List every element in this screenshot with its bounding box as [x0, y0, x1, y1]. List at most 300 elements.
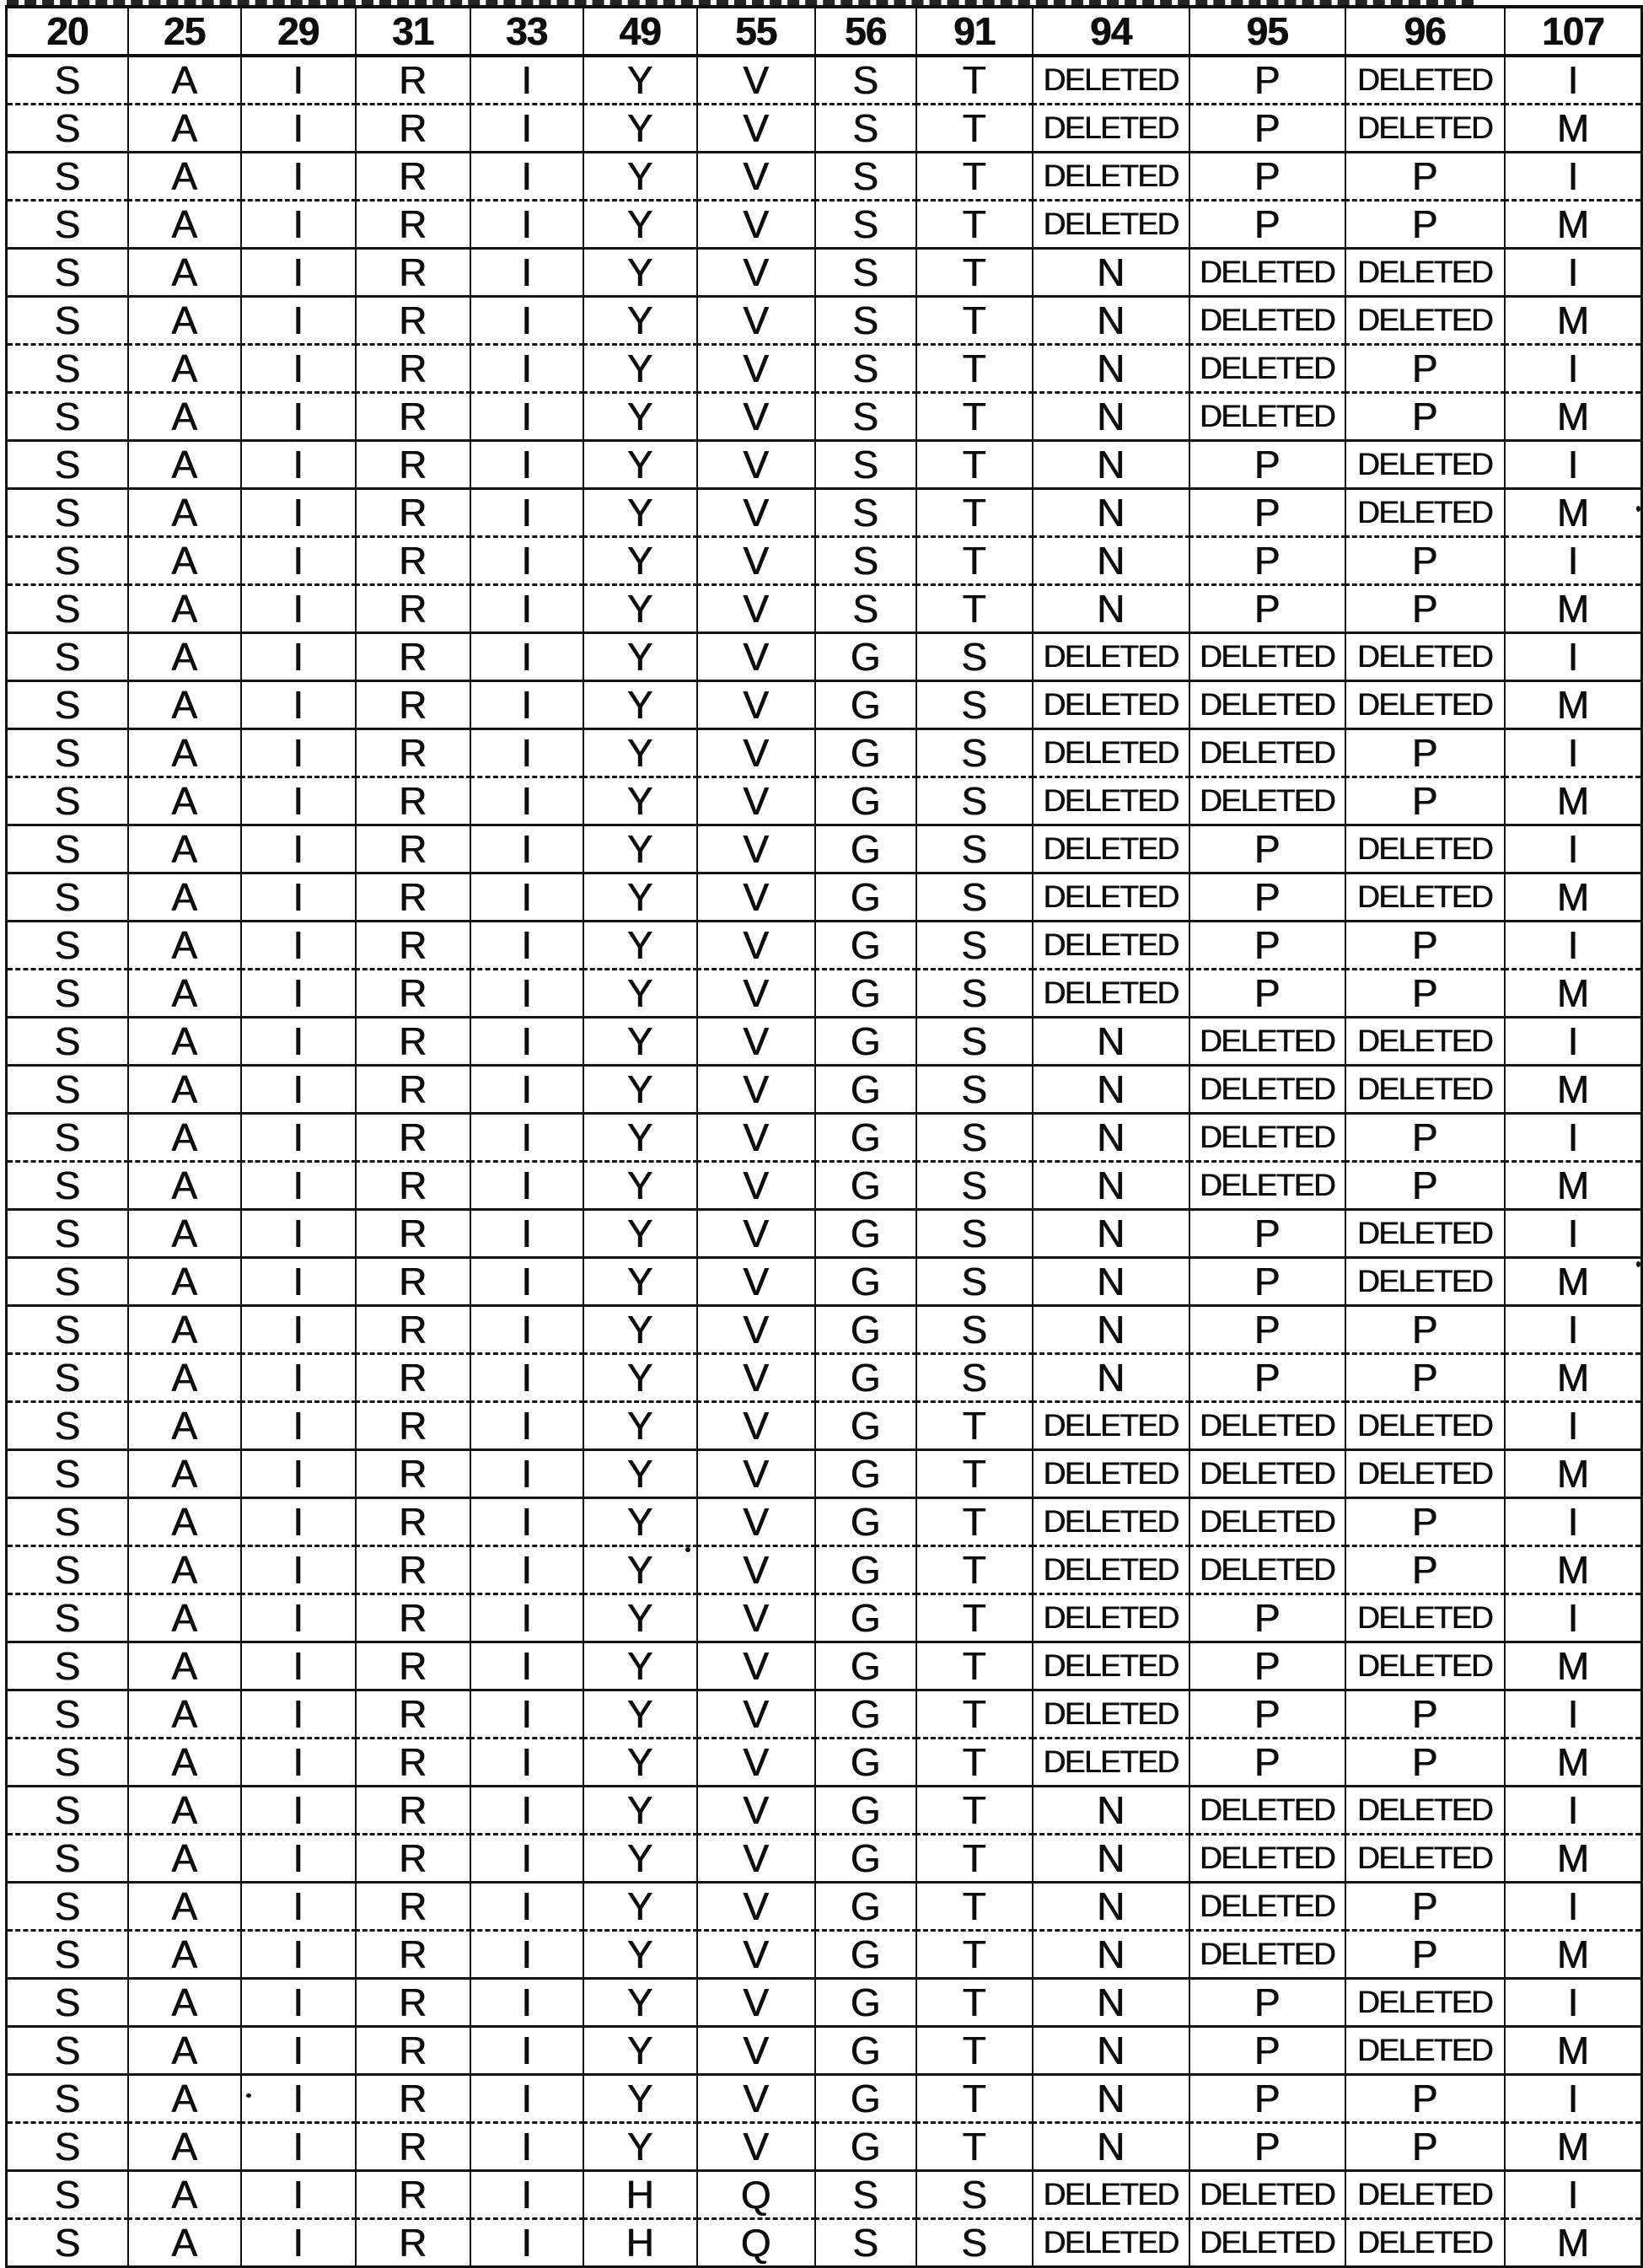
- table-cell: I: [241, 297, 356, 345]
- table-cell: R: [356, 681, 470, 729]
- table-cell: V: [697, 1258, 815, 1306]
- table-cell: I: [470, 1066, 583, 1114]
- table-cell: A: [128, 2123, 241, 2171]
- table-cell: S: [815, 537, 916, 585]
- table-cell: Y: [583, 922, 697, 970]
- table-cell: I: [241, 729, 356, 777]
- table-cell: A: [128, 970, 241, 1018]
- table-cell: P: [1189, 970, 1345, 1018]
- table-cell: S: [7, 585, 128, 633]
- table-cell: DELETED: [1345, 297, 1505, 345]
- table-cell: S: [916, 1210, 1033, 1258]
- table-cell: G: [815, 1162, 916, 1210]
- table-cell: N: [1033, 1883, 1189, 1931]
- table-cell: S: [916, 1066, 1033, 1114]
- table-row: [7, 825, 1642, 873]
- table-cell: P: [1189, 1354, 1345, 1402]
- table-cell: I: [470, 825, 583, 873]
- table-cell: S: [7, 1402, 128, 1450]
- table-cell: N: [1033, 1258, 1189, 1306]
- table-cell: S: [815, 297, 916, 345]
- table-cell: A: [128, 1594, 241, 1642]
- table-row: [7, 970, 1642, 1018]
- table-cell: S: [7, 1835, 128, 1883]
- table-cell: I: [470, 681, 583, 729]
- table-cell: A: [128, 441, 241, 489]
- table-cell: DELETED: [1189, 777, 1345, 825]
- table-cell: S: [7, 2027, 128, 2075]
- table-cell: S: [815, 393, 916, 441]
- table-cell: I: [1505, 633, 1642, 681]
- table-cell: V: [697, 393, 815, 441]
- table-cell: P: [1345, 201, 1505, 249]
- table-cell: T: [916, 2123, 1033, 2171]
- table-cell: Q: [697, 2171, 815, 2219]
- table-cell: V: [697, 1354, 815, 1402]
- table-cell: DELETED: [1345, 2219, 1505, 2267]
- table-cell: I: [470, 153, 583, 201]
- table-cell: R: [356, 1931, 470, 1979]
- table-cell: S: [7, 922, 128, 970]
- table-cell: M: [1505, 585, 1642, 633]
- table-cell: I: [470, 1258, 583, 1306]
- table-cell: I: [241, 201, 356, 249]
- table-cell: S: [7, 1690, 128, 1739]
- table-cell: R: [356, 1835, 470, 1883]
- table-cell: S: [815, 56, 916, 105]
- table-row: [7, 922, 1642, 970]
- table-cell: P: [1345, 1306, 1505, 1354]
- table-cell: M: [1505, 970, 1642, 1018]
- table-cell: V: [697, 2075, 815, 2123]
- table-cell: P: [1189, 1594, 1345, 1642]
- table-cell: DELETED: [1033, 681, 1189, 729]
- table-cell: V: [697, 2123, 815, 2171]
- scan-speck: [685, 1547, 690, 1552]
- table-cell: T: [916, 393, 1033, 441]
- table-cell: A: [128, 777, 241, 825]
- table-cell: I: [241, 2027, 356, 2075]
- table-cell: T: [916, 1450, 1033, 1498]
- table-cell: P: [1345, 1162, 1505, 1210]
- table-cell: DELETED: [1345, 441, 1505, 489]
- table-cell: N: [1033, 297, 1189, 345]
- table-cell: V: [697, 1210, 815, 1258]
- table-cell: Y: [583, 1835, 697, 1883]
- table-cell: T: [916, 1546, 1033, 1594]
- table-cell: T: [916, 1690, 1033, 1739]
- table-row: [7, 1594, 1642, 1642]
- table-cell: I: [470, 56, 583, 105]
- table-cell: A: [128, 2027, 241, 2075]
- table-cell: S: [916, 1018, 1033, 1066]
- table-cell: A: [128, 873, 241, 922]
- table-cell: I: [470, 537, 583, 585]
- table-cell: T: [916, 1402, 1033, 1450]
- table-cell: G: [815, 1739, 916, 1787]
- table-cell: DELETED: [1189, 729, 1345, 777]
- table-cell: I: [470, 1210, 583, 1258]
- column-header: 33: [470, 7, 583, 56]
- table-cell: Y: [583, 777, 697, 825]
- table-cell: Y: [583, 1114, 697, 1162]
- table-cell: S: [916, 873, 1033, 922]
- table-cell: P: [1345, 1546, 1505, 1594]
- table-cell: DELETED: [1345, 633, 1505, 681]
- table-cell: S: [7, 873, 128, 922]
- table-row: [7, 1546, 1642, 1594]
- table-cell: Y: [583, 345, 697, 393]
- table-cell: I: [1505, 922, 1642, 970]
- table-cell: V: [697, 1787, 815, 1835]
- table-cell: P: [1345, 2075, 1505, 2123]
- table-cell: A: [128, 1979, 241, 2027]
- table-cell: G: [815, 1114, 916, 1162]
- table-cell: G: [815, 2123, 916, 2171]
- table-cell: N: [1033, 1066, 1189, 1114]
- table-cell: A: [128, 537, 241, 585]
- table-cell: S: [7, 1162, 128, 1210]
- table-cell: V: [697, 1546, 815, 1594]
- table-cell: I: [1505, 2171, 1642, 2219]
- table-cell: DELETED: [1189, 1883, 1345, 1931]
- table-cell: I: [470, 729, 583, 777]
- scan-speck: [246, 2093, 251, 2098]
- table-cell: S: [7, 105, 128, 153]
- table-cell: N: [1033, 1210, 1189, 1258]
- table-cell: G: [815, 1979, 916, 2027]
- table-cell: I: [1505, 1114, 1642, 1162]
- table-cell: A: [128, 922, 241, 970]
- table-cell: T: [916, 153, 1033, 201]
- table-cell: I: [241, 1306, 356, 1354]
- table-cell: DELETED: [1189, 393, 1345, 441]
- table-cell: I: [241, 777, 356, 825]
- table-cell: I: [470, 441, 583, 489]
- table-cell: I: [470, 1546, 583, 1594]
- table-cell: I: [241, 1354, 356, 1402]
- table-cell: V: [697, 1306, 815, 1354]
- table-cell: T: [916, 2075, 1033, 2123]
- table-cell: P: [1345, 537, 1505, 585]
- table-cell: S: [916, 777, 1033, 825]
- table-cell: Y: [583, 1690, 697, 1739]
- table-cell: M: [1505, 1642, 1642, 1690]
- table-cell: P: [1345, 1690, 1505, 1739]
- table-row: [7, 1162, 1642, 1210]
- table-cell: I: [1505, 345, 1642, 393]
- table-cell: M: [1505, 393, 1642, 441]
- table-cell: V: [697, 873, 815, 922]
- table-cell: DELETED: [1189, 1402, 1345, 1450]
- table-cell: V: [697, 105, 815, 153]
- table-cell: P: [1189, 105, 1345, 153]
- table-cell: I: [1505, 56, 1642, 105]
- table-cell: G: [815, 2027, 916, 2075]
- table-cell: S: [7, 1114, 128, 1162]
- table-cell: DELETED: [1345, 873, 1505, 922]
- table-cell: DELETED: [1345, 1450, 1505, 1498]
- table-cell: R: [356, 393, 470, 441]
- table-row: [7, 105, 1642, 153]
- table-cell: R: [356, 2027, 470, 2075]
- table-cell: I: [241, 1018, 356, 1066]
- table-row: [7, 2219, 1642, 2267]
- table-cell: S: [7, 633, 128, 681]
- table-cell: A: [128, 681, 241, 729]
- table-cell: I: [241, 825, 356, 873]
- table-cell: T: [916, 297, 1033, 345]
- table-cell: S: [7, 1306, 128, 1354]
- table-cell: S: [7, 56, 128, 105]
- table-cell: I: [241, 970, 356, 1018]
- table-cell: M: [1505, 873, 1642, 922]
- table-cell: DELETED: [1189, 1787, 1345, 1835]
- table-cell: M: [1505, 2123, 1642, 2171]
- table-cell: P: [1189, 1979, 1345, 2027]
- table-cell: S: [916, 2171, 1033, 2219]
- table-cell: P: [1345, 153, 1505, 201]
- table-row: [7, 1450, 1642, 1498]
- table-cell: I: [241, 633, 356, 681]
- table-cell: I: [1505, 1979, 1642, 2027]
- table-cell: R: [356, 1258, 470, 1306]
- table-cell: Y: [583, 1258, 697, 1306]
- table-cell: R: [356, 1114, 470, 1162]
- table-cell: Y: [583, 1450, 697, 1498]
- table-row: [7, 249, 1642, 297]
- table-cell: P: [1345, 393, 1505, 441]
- column-header: 107: [1505, 7, 1642, 56]
- table-cell: R: [356, 1739, 470, 1787]
- table-cell: I: [241, 1162, 356, 1210]
- table-cell: S: [7, 1787, 128, 1835]
- table-cell: DELETED: [1033, 2219, 1189, 2267]
- table-cell: S: [7, 1979, 128, 2027]
- table-cell: G: [815, 1883, 916, 1931]
- table-cell: V: [697, 1883, 815, 1931]
- table-cell: DELETED: [1033, 1690, 1189, 1739]
- table-cell: P: [1189, 825, 1345, 873]
- table-cell: Y: [583, 1979, 697, 2027]
- table-cell: I: [1505, 729, 1642, 777]
- table-cell: S: [916, 729, 1033, 777]
- table-cell: R: [356, 1018, 470, 1066]
- table-cell: DELETED: [1345, 249, 1505, 297]
- table-cell: P: [1345, 729, 1505, 777]
- table-cell: G: [815, 2075, 916, 2123]
- table-cell: R: [356, 1450, 470, 1498]
- table-row: [7, 1210, 1642, 1258]
- column-header: 25: [128, 7, 241, 56]
- table-cell: S: [7, 777, 128, 825]
- table-cell: I: [1505, 1594, 1642, 1642]
- table-cell: R: [356, 1787, 470, 1835]
- table-row: [7, 1258, 1642, 1306]
- table-cell: V: [697, 297, 815, 345]
- table-cell: I: [470, 1498, 583, 1546]
- table-cell: N: [1033, 1354, 1189, 1402]
- table-cell: V: [697, 1739, 815, 1787]
- table-cell: Y: [583, 1066, 697, 1114]
- table-cell: I: [470, 1594, 583, 1642]
- table-row: [7, 2075, 1642, 2123]
- table-cell: I: [241, 1642, 356, 1690]
- table-cell: A: [128, 2219, 241, 2267]
- table-cell: R: [356, 1642, 470, 1690]
- table-cell: DELETED: [1189, 1450, 1345, 1498]
- table-cell: N: [1033, 1018, 1189, 1066]
- table-cell: I: [1505, 1306, 1642, 1354]
- table-cell: R: [356, 1306, 470, 1354]
- table-cell: I: [241, 1498, 356, 1546]
- table-cell: M: [1505, 1354, 1642, 1402]
- table-cell: P: [1345, 970, 1505, 1018]
- table-cell: V: [697, 1402, 815, 1450]
- table-cell: S: [916, 633, 1033, 681]
- table-cell: DELETED: [1345, 681, 1505, 729]
- table-cell: DELETED: [1345, 105, 1505, 153]
- table-cell: A: [128, 1402, 241, 1450]
- table-cell: Y: [583, 153, 697, 201]
- table-cell: P: [1345, 1739, 1505, 1787]
- table-cell: V: [697, 1690, 815, 1739]
- table-cell: A: [128, 1883, 241, 1931]
- table-cell: Y: [583, 1018, 697, 1066]
- table-body: [7, 56, 1642, 2267]
- table-cell: N: [1033, 1114, 1189, 1162]
- table-cell: I: [241, 1450, 356, 1498]
- table-cell: DELETED: [1345, 1642, 1505, 1690]
- table-cell: R: [356, 970, 470, 1018]
- table-cell: I: [470, 297, 583, 345]
- table-cell: R: [356, 633, 470, 681]
- table-cell: S: [7, 1498, 128, 1546]
- table-cell: M: [1505, 2219, 1642, 2267]
- table-row: [7, 1306, 1642, 1354]
- table-cell: DELETED: [1189, 1114, 1345, 1162]
- table-cell: DELETED: [1033, 729, 1189, 777]
- scan-speck: [1636, 506, 1640, 512]
- table-row: [7, 729, 1642, 777]
- table-cell: N: [1033, 585, 1189, 633]
- table-cell: A: [128, 1931, 241, 1979]
- table-cell: S: [7, 537, 128, 585]
- table-cell: T: [916, 1979, 1033, 2027]
- table-cell: I: [470, 1354, 583, 1402]
- table-cell: P: [1189, 585, 1345, 633]
- table-cell: V: [697, 633, 815, 681]
- table-row: [7, 585, 1642, 633]
- table-row: [7, 1787, 1642, 1835]
- table-cell: S: [815, 585, 916, 633]
- table-cell: M: [1505, 105, 1642, 153]
- table-cell: I: [470, 1883, 583, 1931]
- table-cell: V: [697, 1018, 815, 1066]
- table-cell: DELETED: [1189, 681, 1345, 729]
- table-cell: R: [356, 1210, 470, 1258]
- table-cell: DELETED: [1189, 633, 1345, 681]
- table-cell: DELETED: [1033, 2171, 1189, 2219]
- scan-speck: [1636, 1261, 1640, 1267]
- table-cell: V: [697, 729, 815, 777]
- table-cell: A: [128, 393, 241, 441]
- table-cell: R: [356, 873, 470, 922]
- table-cell: M: [1505, 1162, 1642, 1210]
- table-cell: A: [128, 1450, 241, 1498]
- table-cell: DELETED: [1189, 249, 1345, 297]
- table-cell: T: [916, 537, 1033, 585]
- table-row: [7, 1114, 1642, 1162]
- table-cell: S: [7, 1066, 128, 1114]
- table-cell: S: [916, 970, 1033, 1018]
- table-cell: I: [241, 393, 356, 441]
- table-cell: N: [1033, 1979, 1189, 2027]
- table-cell: S: [815, 2219, 916, 2267]
- table-cell: S: [7, 345, 128, 393]
- table-cell: DELETED: [1033, 1498, 1189, 1546]
- table-cell: G: [815, 1306, 916, 1354]
- table-cell: A: [128, 1354, 241, 1402]
- table-cell: P: [1345, 345, 1505, 393]
- table-cell: R: [356, 585, 470, 633]
- table-cell: I: [241, 249, 356, 297]
- table-cell: Y: [583, 633, 697, 681]
- table-row: [7, 2123, 1642, 2171]
- table-cell: G: [815, 729, 916, 777]
- table-cell: R: [356, 2123, 470, 2171]
- table-row: [7, 1979, 1642, 2027]
- table-cell: H: [583, 2171, 697, 2219]
- table-cell: A: [128, 297, 241, 345]
- table-cell: DELETED: [1345, 2027, 1505, 2075]
- table-cell: R: [356, 2075, 470, 2123]
- table-cell: Y: [583, 1642, 697, 1690]
- table-cell: I: [470, 105, 583, 153]
- table-cell: I: [241, 922, 356, 970]
- table-cell: P: [1189, 922, 1345, 970]
- table-cell: R: [356, 1979, 470, 2027]
- column-header: 55: [697, 7, 815, 56]
- table-cell: I: [470, 1306, 583, 1354]
- table-cell: S: [7, 1354, 128, 1402]
- table-cell: M: [1505, 1739, 1642, 1787]
- table-cell: DELETED: [1033, 970, 1189, 1018]
- table-cell: P: [1189, 873, 1345, 922]
- table-cell: R: [356, 729, 470, 777]
- table-cell: V: [697, 56, 815, 105]
- table-cell: A: [128, 1642, 241, 1690]
- table-cell: S: [7, 1642, 128, 1690]
- table-cell: P: [1345, 777, 1505, 825]
- table-cell: V: [697, 681, 815, 729]
- table-cell: I: [470, 1835, 583, 1883]
- table-cell: A: [128, 825, 241, 873]
- table-cell: I: [470, 1739, 583, 1787]
- table-cell: Y: [583, 681, 697, 729]
- table-cell: T: [916, 249, 1033, 297]
- table-cell: I: [241, 537, 356, 585]
- column-header: 95: [1189, 7, 1345, 56]
- table-cell: V: [697, 1450, 815, 1498]
- table-cell: Y: [583, 1498, 697, 1546]
- table-cell: DELETED: [1033, 105, 1189, 153]
- table-cell: R: [356, 537, 470, 585]
- column-header: 31: [356, 7, 470, 56]
- table-row: [7, 1883, 1642, 1931]
- table-cell: I: [241, 2075, 356, 2123]
- table-cell: G: [815, 1210, 916, 1258]
